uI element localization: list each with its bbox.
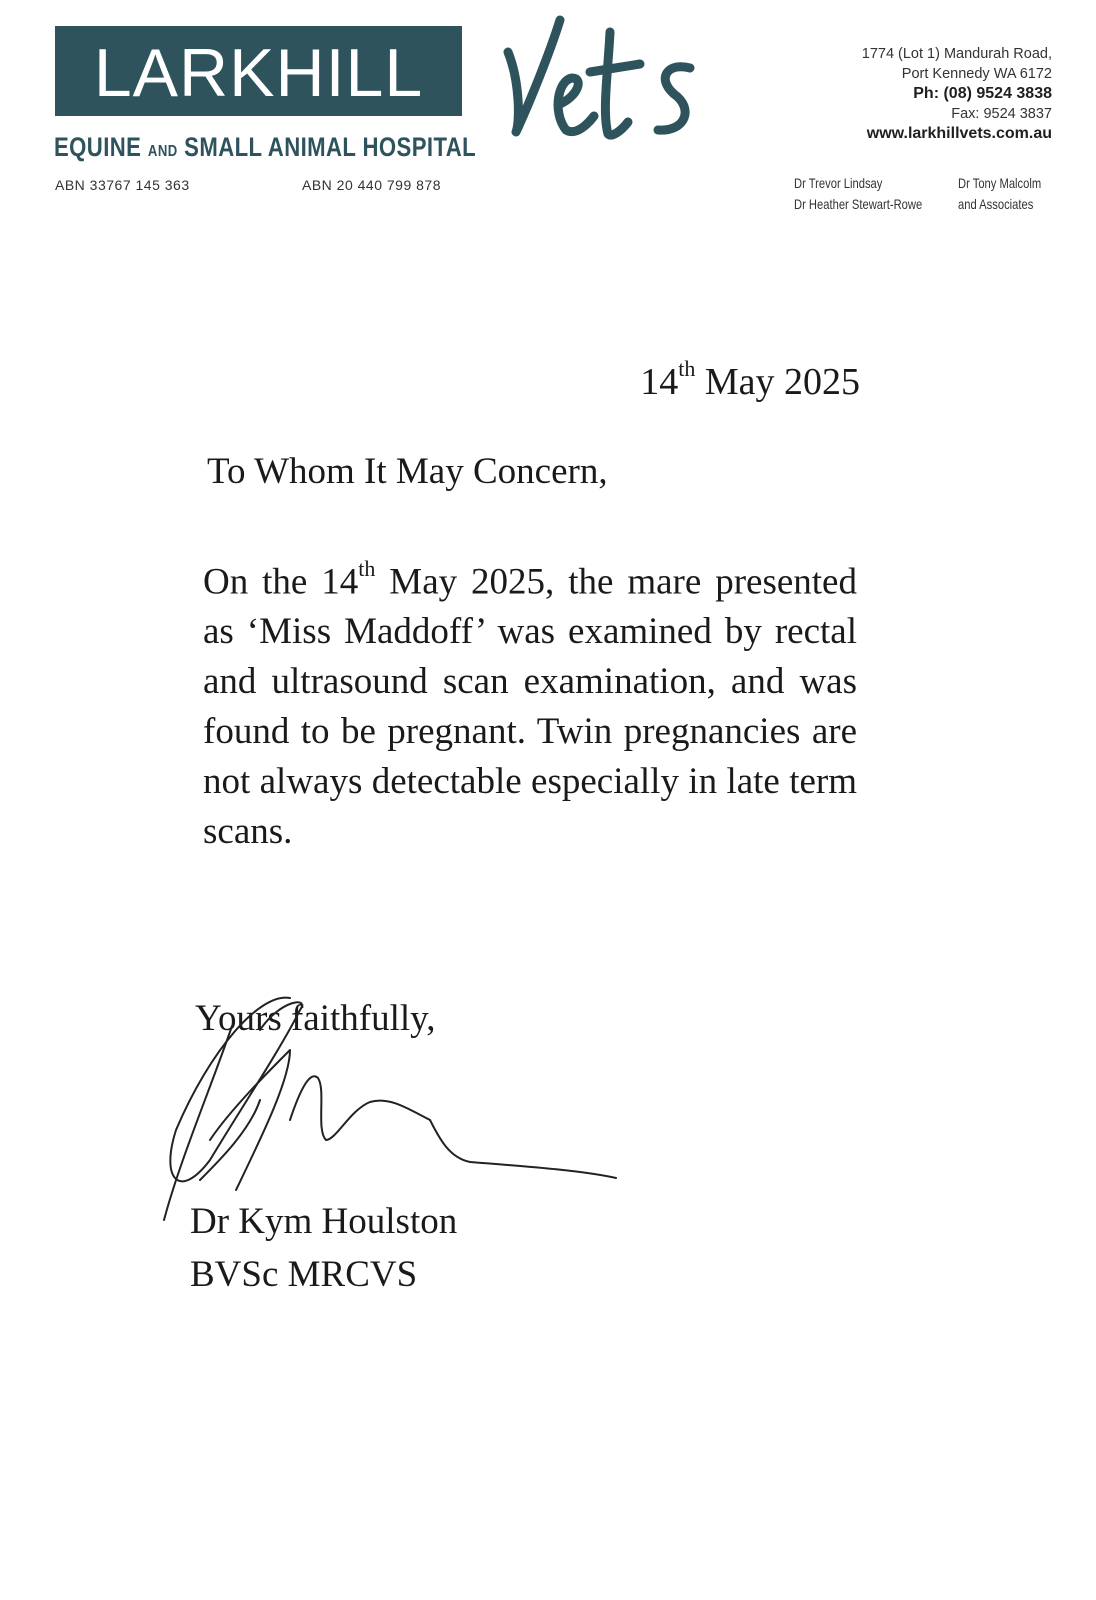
doctor-name: Dr Heather Stewart-Rowe <box>794 196 923 212</box>
date-month-year: May 2025 <box>704 361 860 403</box>
address-line-2: Port Kennedy WA 6172 <box>901 66 1052 82</box>
doctor-name: Dr Tony Malcolm <box>958 175 1042 191</box>
signer-name: Dr Kym Houlston <box>190 1201 458 1242</box>
logo-text: LARKHILL <box>93 35 424 111</box>
signer-qualifications: BVSc MRCVS <box>190 1254 418 1295</box>
website-link: www.larkhillvets.com.au <box>866 125 1052 142</box>
body-text-part-1: On the 14 <box>203 561 359 603</box>
hospital-name-equine: EQUINE <box>54 132 142 162</box>
salutation: To Whom It May Concern, <box>207 451 608 492</box>
fax: Fax: 9524 3837 <box>951 106 1052 122</box>
larkhill-logo <box>55 26 462 116</box>
body-date-suffix: th <box>358 556 376 581</box>
letter-body <box>203 548 857 857</box>
doctor-name: and Associates <box>958 196 1034 212</box>
date-day: 14 <box>640 361 679 403</box>
closing: Yours faithfully, <box>195 998 436 1039</box>
abn-1: ABN 33767 145 363 <box>55 177 190 193</box>
hospital-name <box>54 132 476 163</box>
date-suffix: th <box>678 356 696 382</box>
body-text-part-2: May 2025, the mare presented as ‘Miss Maddoff’ was examined by rectal and ultrasound scan examination, and was found to be pregnant. Twin pregnancies are not always detectable especially in late term scans. <box>203 561 857 853</box>
letter-date <box>560 356 860 404</box>
doctor-name: Dr Trevor Lindsay <box>794 175 883 191</box>
contact-block <box>752 44 1052 144</box>
address-line-1: 1774 (Lot 1) Mandurah Road, <box>861 46 1052 62</box>
doctors-column-2 <box>958 173 1041 215</box>
phone: Ph: (08) 9524 3838 <box>913 85 1052 102</box>
doctors-column-1 <box>794 173 922 215</box>
abn-2: ABN 20 440 799 878 <box>302 177 441 193</box>
hospital-name-rest: SMALL ANIMAL HOSPITAL <box>184 132 477 162</box>
vets-script-logo <box>490 12 730 162</box>
hospital-name-and: AND <box>147 143 178 160</box>
